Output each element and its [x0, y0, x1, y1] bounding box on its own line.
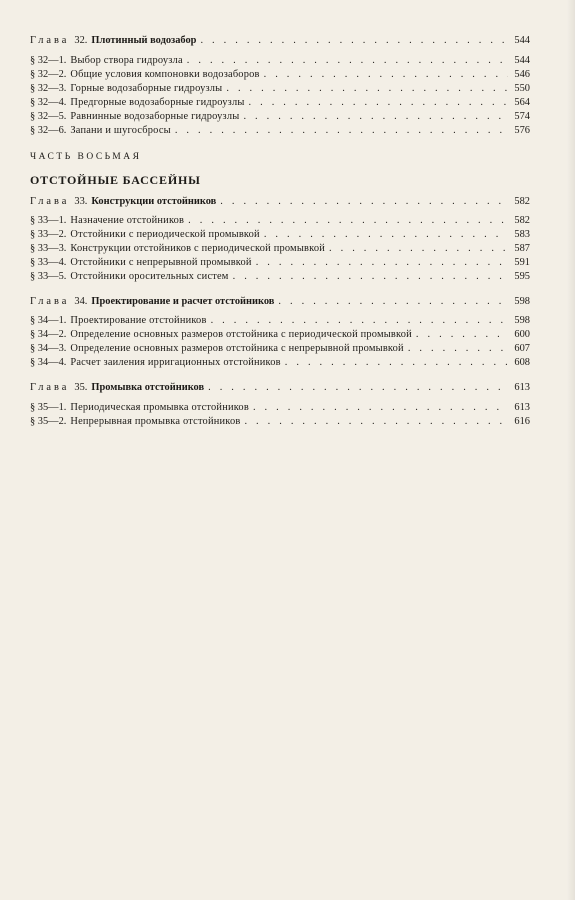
- chapter-heading: [30, 295, 530, 309]
- chapter-title: Промывка отстойников: [91, 382, 205, 393]
- section-title: Запани и шугосбросы: [70, 125, 171, 136]
- page-number: 574: [514, 111, 530, 122]
- leader-dots: [256, 256, 508, 270]
- leader-dots: [264, 68, 508, 82]
- chapter-word: Глава: [30, 382, 70, 393]
- part-label: ЧАСТЬ ВОСЬМАЯ: [30, 152, 142, 162]
- toc-section: [30, 110, 530, 124]
- section-title: Отстойники с периодической промывкой: [70, 229, 260, 240]
- toc-section: [30, 356, 530, 370]
- page-number: 607: [514, 343, 530, 354]
- chapter-number: 34.: [74, 296, 88, 307]
- toc-section: [30, 270, 530, 284]
- chapter-word: Глава: [30, 296, 70, 307]
- toc-section: [30, 242, 530, 256]
- leader-dots: [329, 242, 508, 256]
- page-number: 591: [514, 257, 530, 268]
- section-number: § 32—2.: [30, 69, 67, 80]
- chapter-heading: [30, 34, 530, 48]
- section-number: § 34—3.: [30, 343, 67, 354]
- chapter-title: Плотинный водозабор: [91, 35, 197, 46]
- leader-dots: [200, 34, 508, 48]
- section-title: Непрерывная промывка отстойников: [70, 416, 241, 427]
- chapter-title: Конструкции отстойников: [91, 196, 217, 207]
- toc-section: [30, 328, 530, 342]
- page-number: 613: [514, 382, 530, 393]
- page-number: 582: [514, 215, 530, 226]
- section-title: Выбор створа гидроузла: [70, 55, 183, 66]
- page-number: 598: [514, 296, 530, 307]
- leader-dots: [243, 110, 508, 124]
- leader-dots: [244, 415, 508, 429]
- section-number: § 34—1.: [30, 315, 67, 326]
- chapter-number: 33.: [74, 196, 88, 207]
- toc-section: [30, 54, 530, 68]
- section-title: Проектирование отстойников: [70, 315, 207, 326]
- leader-dots: [188, 214, 508, 228]
- page-number: 613: [514, 402, 530, 413]
- section-title: Расчет заиления ирригационных отстойников: [70, 357, 281, 368]
- section-title: Назначение отстойников: [70, 215, 185, 226]
- leader-dots: [175, 124, 508, 138]
- section-number: § 33—2.: [30, 229, 67, 240]
- page-number: 583: [514, 229, 530, 240]
- leader-dots: [285, 356, 508, 370]
- section-title: Отстойники с непрерывной промывкой: [70, 257, 252, 268]
- toc-section: [30, 228, 530, 242]
- section-title: Горные водозаборные гидроузлы: [70, 83, 223, 94]
- leader-dots: [211, 314, 508, 328]
- section-number: § 34—2.: [30, 329, 67, 340]
- leader-dots: [253, 401, 508, 415]
- toc-section: [30, 68, 530, 82]
- page-number: 544: [514, 35, 530, 46]
- chapter-number: 32.: [74, 35, 88, 46]
- page-number: 595: [514, 271, 530, 282]
- toc-section: [30, 415, 530, 429]
- toc-section: [30, 342, 530, 356]
- page-edge-shadow: [567, 0, 575, 900]
- section-number: § 32—3.: [30, 83, 67, 94]
- section-title: Предгорные водозаборные гидроузлы: [70, 97, 245, 108]
- toc-section: [30, 96, 530, 110]
- toc-section: [30, 82, 530, 96]
- page-number: 544: [514, 55, 530, 66]
- section-number: § 32—5.: [30, 111, 67, 122]
- section-title: Определение основных размеров отстойника с непрерывной промывкой: [70, 343, 404, 354]
- section-title: Равнинные водозаборные гидроузлы: [70, 111, 240, 122]
- page-number: 546: [514, 69, 530, 80]
- page-number: 616: [514, 416, 530, 427]
- section-number: § 35—2.: [30, 416, 67, 427]
- toc-section: [30, 314, 530, 328]
- toc-section: [30, 214, 530, 228]
- section-title: Отстойники оросительных систем: [70, 271, 229, 282]
- leader-dots: [278, 295, 508, 309]
- section-number: § 35—1.: [30, 402, 67, 413]
- toc-section: [30, 256, 530, 270]
- chapter-heading: [30, 195, 530, 209]
- chapter-word: Глава: [30, 35, 70, 46]
- section-number: § 33—1.: [30, 215, 67, 226]
- leader-dots: [264, 228, 508, 242]
- leader-dots: [249, 96, 508, 110]
- page-number: 598: [514, 315, 530, 326]
- page-number: 587: [514, 243, 530, 254]
- section-title: Периодическая промывка отстойников: [70, 402, 249, 413]
- section-number: § 34—4.: [30, 357, 67, 368]
- chapter-number: 35.: [74, 382, 88, 393]
- section-title: Конструкции отстойников с периодической промывкой: [70, 243, 325, 254]
- page-number: 582: [514, 196, 530, 207]
- page-number: 608: [514, 357, 530, 368]
- section-number: § 33—5.: [30, 271, 67, 282]
- leader-dots: [187, 54, 508, 68]
- toc-section: [30, 401, 530, 415]
- page-number: 564: [514, 97, 530, 108]
- section-title: Общие условия компоновки водозаборов: [70, 69, 260, 80]
- chapter-title: Проектирование и расчет отстойников: [91, 296, 275, 307]
- leader-dots: [226, 82, 508, 96]
- leader-dots: [220, 195, 508, 209]
- page-number: 600: [514, 329, 530, 340]
- section-number: § 32—6.: [30, 125, 67, 136]
- leader-dots: [233, 270, 508, 284]
- section-title: Определение основных размеров отстойника с периодической промывкой: [70, 329, 412, 340]
- page-number: 550: [514, 83, 530, 94]
- leader-dots: [416, 328, 508, 342]
- toc-section: [30, 124, 530, 138]
- leader-dots: [408, 342, 508, 356]
- section-number: § 32—1.: [30, 55, 67, 66]
- chapter-heading: [30, 381, 530, 395]
- section-number: § 32—4.: [30, 97, 67, 108]
- part-title: ОТСТОЙНЫЕ БАССЕЙНЫ: [30, 173, 201, 187]
- leader-dots: [208, 381, 508, 395]
- section-number: § 33—4.: [30, 257, 67, 268]
- page-number: 576: [514, 125, 530, 136]
- section-number: § 33—3.: [30, 243, 67, 254]
- chapter-word: Глава: [30, 196, 70, 207]
